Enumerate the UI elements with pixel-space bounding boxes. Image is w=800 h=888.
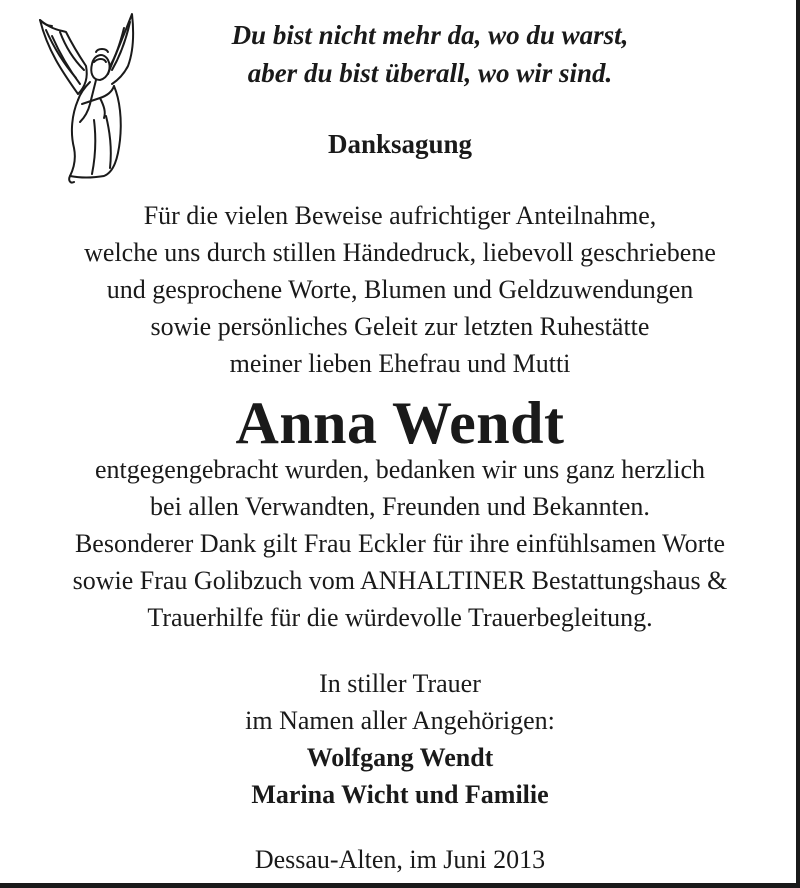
text-line: bei allen Verwandten, Freunden und Bekannten. <box>150 492 650 521</box>
text-line: welche uns durch stillen Händedruck, liebevoll geschriebene <box>84 238 716 267</box>
text-line: Besonderer Dank gilt Frau Eckler für ihre einfühlsamen Worte <box>74 529 726 558</box>
text-line: und gesprochene Worte, Blumen und Geldzuwendungen <box>106 275 694 304</box>
thanks-paragraph-1 <box>0 197 800 382</box>
text-line: sowie persönliches Geleit zur letzten Ruhestätte <box>150 312 650 341</box>
motto-line: Du bist nicht mehr da, wo du warst, <box>231 20 629 50</box>
deceased-name: Anna Wendt <box>235 390 565 456</box>
text-line: entgegengebracht wurden, bedanken wir uns ganz herzlich <box>94 455 706 484</box>
motto-line: aber du bist überall, wo wir sind. <box>247 58 613 88</box>
signature-line: In stiller Trauer <box>319 669 481 698</box>
place-date: Dessau-Alten, im Juni 2013 <box>254 845 546 874</box>
signature-line: im Namen aller Angehörigen: <box>245 706 555 735</box>
heading: Danksagung <box>327 129 473 159</box>
motto <box>150 16 710 92</box>
signature-name: Marina Wicht und Familie <box>251 780 549 809</box>
text-line: meiner lieben Ehefrau und Mutti <box>229 349 571 378</box>
signature-name: Wolfgang Wendt <box>306 743 494 772</box>
text-line: Trauerhilfe für die würdevolle Trauerbegleitung. <box>147 603 653 632</box>
text-line: Für die vielen Beweise aufrichtiger Anteilnahme, <box>143 201 657 230</box>
text-line: sowie Frau Golibzuch vom ANHALTINER Bestattungshaus & <box>72 566 728 595</box>
signature-block <box>0 665 800 813</box>
thanks-paragraph-2 <box>0 451 800 636</box>
